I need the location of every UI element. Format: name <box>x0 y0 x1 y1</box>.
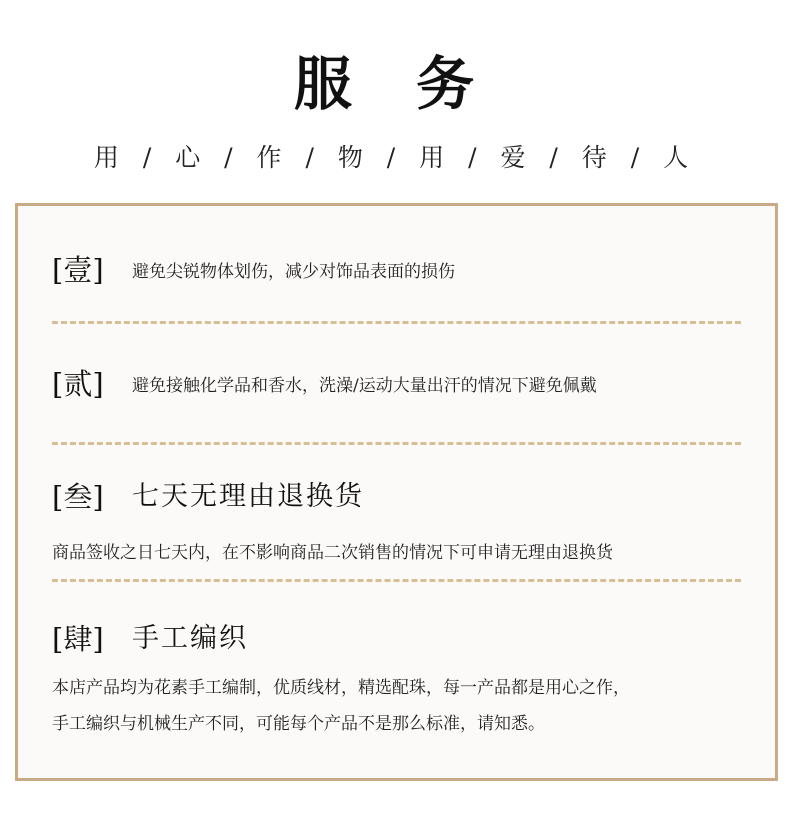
item-2-text: 避免接触化学品和香水，洗澡/运动大量出汗的情况下避免佩戴 <box>132 376 597 396</box>
item-3-heading: 七天无理由退换货 <box>132 481 364 512</box>
divider-3 <box>52 579 741 582</box>
item-3-body: 商品签收之日七天内，在不影响商品二次销售的情况下可申请无理由退换货 <box>52 543 613 563</box>
item-4-body-line-2: 手工编织与机械生产不同，可能每个产品不是那么标准，请知悉。 <box>52 714 545 734</box>
item-1-label: [壹] <box>52 253 104 287</box>
item-1-text: 避免尖锐物体划伤，减少对饰品表面的损伤 <box>132 262 455 282</box>
service-panel <box>15 203 778 781</box>
page-subtitle: 用 / 心 / 作 / 物 / 用 / 爱 / 待 / 人 <box>93 143 697 172</box>
divider-2 <box>52 442 741 445</box>
divider-1 <box>52 321 741 324</box>
item-2-label: [贰] <box>52 367 104 401</box>
item-4-heading: 手工编织 <box>132 623 248 654</box>
item-3-label: [叁] <box>52 480 104 514</box>
page-title: 服 务 <box>293 50 497 118</box>
item-4-body-line-1: 本店产品均为花素手工编制，优质线材，精选配珠，每一产品都是用心之作， <box>52 678 630 698</box>
item-4-label: [肆] <box>52 622 104 656</box>
